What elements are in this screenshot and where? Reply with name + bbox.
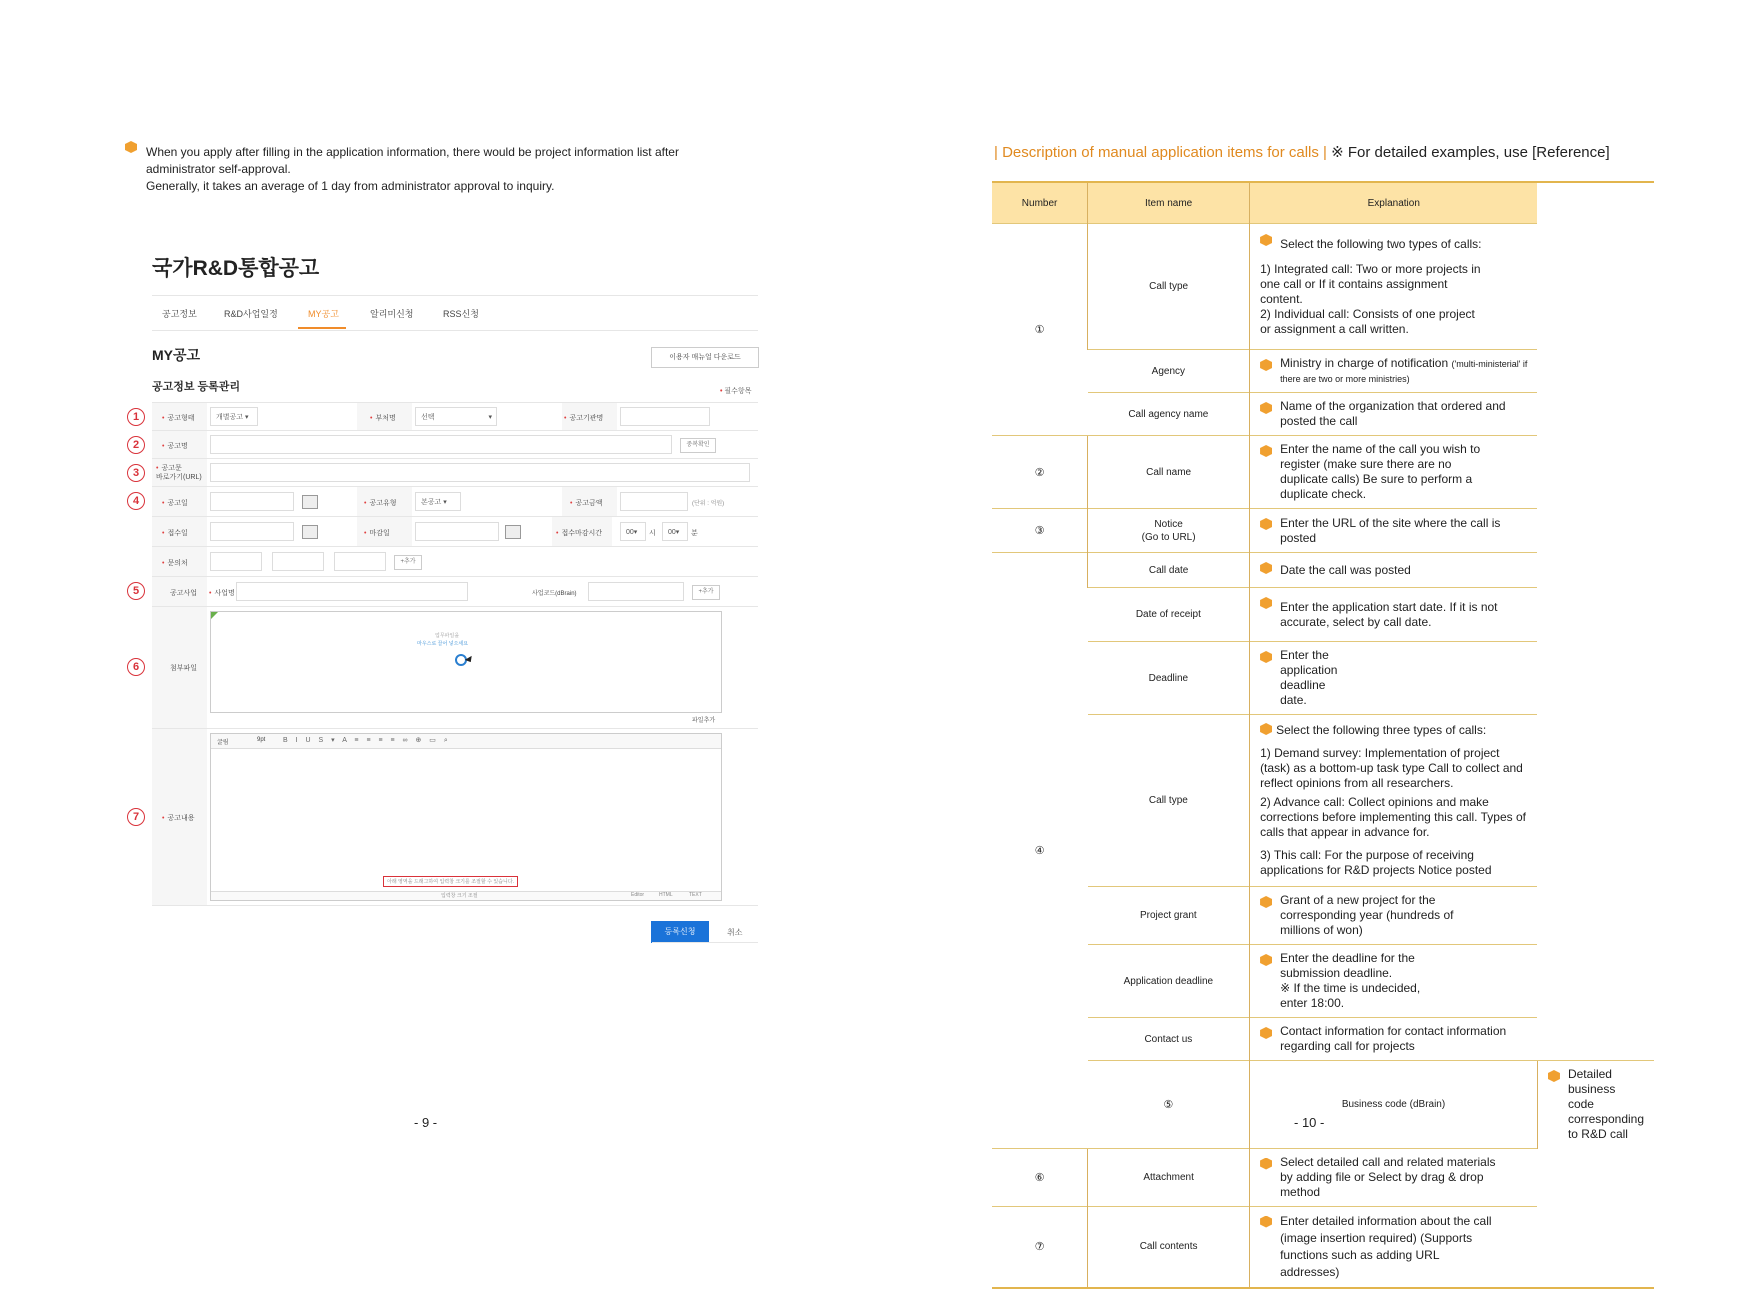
manual-download-button[interactable]: 이용자 매뉴얼 다운로드 [651,347,759,368]
url-input[interactable] [210,463,750,482]
explanation-line: 2) Individual call: Consists of one project or assignment a call written. [1260,306,1475,336]
tab-my-notice[interactable]: MY공고 [308,309,339,319]
contact-input-1[interactable] [210,552,262,571]
explanation-line: Enter the name of the call you wish to register (make sure there are no duplicate calls) Be sure to perform a duplicate check. [1280,442,1481,501]
table-row [992,436,1654,509]
add-contact-button[interactable]: +추가 [394,555,422,570]
call-date-label-text: 공고일 [167,500,188,507]
row-item: Call date [1088,553,1250,588]
editor-hint: 아래 영역을 드래그하여 입력창 크기를 조절할 수 있습니다. [383,876,518,887]
format-buttons-icon[interactable]: B I U S ▾ A ≡ ≡ ≡ ≡ ∞ ⊕ ▭ ⌕ [283,737,451,744]
deadline-time-label-text: 접수마감시간 [561,530,603,537]
row-item: Call agency name [1088,393,1250,436]
call-date-input[interactable] [210,492,294,511]
row-explanation [1250,887,1538,945]
url-label: • 공고문 바로가기(URL) [156,465,202,481]
row-item: Notice (Go to URL) [1088,509,1250,553]
explanation-line: Select the following three types of calls: [1276,723,1487,737]
minute-unit: 분 [691,530,698,537]
amount-label-text: 공고금액 [575,500,603,507]
table-row [992,1061,1654,1149]
form-title: 공고정보 등록관리 [152,381,241,393]
table-title-orange: | Description of manual application items for calls | [994,144,1327,161]
bullet-hex-icon [1548,1070,1560,1082]
cancel-link[interactable]: 취소 [727,928,743,937]
explanation-line: Enter the application deadline date. [1280,648,1338,707]
agency-label-text: 공고기관명 [569,415,604,422]
ministry-label: • 부처명 [370,415,396,422]
explanation-line: Select the following two types of calls: [1280,236,1482,251]
section-title: MY공고 [152,347,201,363]
row-item: Deadline [1088,642,1250,715]
tab-rnd-schedule[interactable]: R&D사업일정 [224,309,278,319]
editor-toolbar [211,734,721,749]
deadline-date-input[interactable] [415,522,499,541]
url-label-line-1: 공고문 [161,465,182,472]
row-item: Call name [1088,436,1250,509]
header-number: Number [992,182,1088,224]
business-name-label: • 사업명 [209,590,235,597]
explanation-small: ('multi-ministerial' if there are two or more ministries) [1280,359,1528,384]
row-item: Business code (dBrain) [1250,1061,1538,1149]
business-name-label-text: 사업명 [214,590,235,597]
page-number-left: - 9 - [414,1115,438,1130]
bullet-hex-icon [1260,597,1272,609]
business-name-input[interactable] [236,582,468,601]
row-number: ① [992,224,1088,436]
intro-text [146,144,746,195]
bullet-hex-icon [1260,651,1272,663]
row-explanation [1250,715,1538,887]
explanation-line: Enter the URL of the site where the call is posted [1280,515,1501,545]
table-row [992,1206,1654,1288]
chevron-down-icon: ▾ [488,414,492,421]
minute-value: 00 [668,529,676,536]
calendar-icon[interactable] [302,495,318,509]
rich-text-editor[interactable] [210,733,722,901]
tab-rss-apply[interactable]: RSS신청 [443,309,479,319]
explanation-line: Grant of a new project for the corresponding year (hundreds of millions of won) [1280,893,1454,937]
table-title [994,143,1610,161]
marker-4: 4 [127,492,145,510]
bullet-hex-icon [125,141,137,153]
intro-line-3: Generally, it takes an average of 1 day from administrator approval to inquiry. [146,179,555,193]
explanation-line: Select detailed call and related materials by adding file or Select by drag & drop method [1280,1154,1496,1199]
amount-unit: (단위 : 억원) [692,501,725,507]
call-date-label: • 공고일 [162,500,188,507]
explanation-line: Enter detailed information about the call (image insertion required) (Supports functions such as adding URL addresses) [1280,1213,1492,1279]
form-row-receipt [152,516,758,547]
call-kind-label: • 공고유형 [364,500,397,507]
row-item: Call type [1088,224,1250,350]
row-item: Attachment [1088,1148,1250,1206]
row-number: ⑤ [1088,1061,1250,1149]
table-title-note: ※ For detailed examples, use [Reference] [1326,144,1610,161]
form-row-call-type [152,402,758,431]
content-label: • 공고내용 [162,815,195,822]
business-code-label: 사업코드(dBrain) [532,591,577,597]
business-label: 공고사업 [170,590,198,597]
deadline-label: • 마감일 [364,530,390,537]
ministry-select[interactable] [415,407,497,426]
receipt-label-text: 접수일 [167,530,188,537]
agency-input[interactable] [620,407,710,426]
size-select[interactable]: 9pt [257,737,266,743]
row-explanation [1250,1206,1538,1288]
tab-notice-info[interactable]: 공고정보 [162,309,197,319]
marker-3: 3 [127,464,145,482]
call-name-label: • 공고명 [162,443,188,450]
explanation-line: Detailed business code corresponding to R&D call [1567,1067,1645,1141]
row-item: Date of receipt [1088,588,1250,642]
marker-1: 1 [127,408,145,426]
amount-input[interactable] [620,492,688,511]
required-note: • 필수항목 [720,388,752,395]
row-explanation [1250,509,1538,553]
form-row-call-name [152,430,758,459]
url-label-line-2: 바로가기(URL) [156,474,202,481]
row-item: Application deadline [1088,945,1250,1018]
table-row [992,588,1654,642]
marker-7: 7 [127,808,145,826]
explanation-line: 1) Demand survey: Implementation of project (task) as a bottom-up task type Call to collect and reflect opinions from all researchers. [1260,746,1523,790]
explanation-line: Contact information for contact information regarding call for projects [1280,1024,1507,1053]
form-row-url [152,458,758,487]
row-item: Call contents [1088,1206,1250,1288]
file-drop-zone[interactable] [210,611,722,713]
row-explanation [1250,350,1538,393]
ministry-label-text: 부처명 [375,415,396,422]
drop-text-2: 마우스로 끌어 넣으세요 [417,641,469,647]
drop-text-1: 업무파일을 [435,633,460,639]
table-row [992,715,1654,887]
row-explanation [1250,1148,1538,1206]
active-tab-underline [298,327,346,329]
call-type-label-text: 공고형태 [167,415,195,422]
marker-2: 2 [127,436,145,454]
contact-label-text: 문의처 [167,560,188,567]
table-row [992,1148,1654,1206]
hour-value: 00 [626,529,634,536]
table-row [992,553,1654,588]
row-number: ④ [992,553,1088,1149]
intro-line-2: administrator self-approval. [146,162,291,176]
row-explanation [1250,393,1538,436]
contact-input-3[interactable] [334,552,386,571]
table-header-row [992,182,1654,224]
receipt-date-input[interactable] [210,522,294,541]
bullet-hex-icon [1260,1158,1272,1170]
row-number: ⑥ [992,1148,1088,1206]
explanation-line: Ministry in charge of notification [1280,356,1449,370]
call-type-select[interactable]: 개별공고 ▾ [210,407,258,426]
tab-alert-apply[interactable]: 알리미신청 [370,309,414,319]
table-row [992,509,1654,553]
calendar-icon[interactable] [302,525,318,539]
row-item: Contact us [1088,1018,1250,1061]
bullet-hex-icon [1260,1216,1272,1228]
row-item: Project grant [1088,887,1250,945]
agency-label: • 공고기관명 [564,415,604,422]
explanation-line: Date the call was posted [1280,562,1411,577]
bullet-hex-icon [1260,896,1272,908]
corner-marker-icon [211,612,218,619]
table-row [992,350,1654,393]
bullet-hex-icon [1260,359,1272,371]
row-explanation [1250,1018,1538,1061]
form-row-contact [152,546,758,577]
row-number: ⑦ [992,1206,1088,1288]
bullet-hex-icon [1260,562,1272,574]
receipt-label: • 접수일 [162,530,188,537]
row-explanation [1250,642,1538,715]
required-note-text: 필수항목 [724,388,752,395]
row-explanation [1250,224,1538,350]
divider [652,942,758,943]
form-row-attachment [152,606,758,729]
contact-label: • 문의처 [162,560,188,567]
table-row [992,393,1654,436]
row-explanation [1250,945,1538,1018]
bullet-hex-icon [1260,402,1272,414]
call-kind-value: 본공고 [421,499,442,506]
bullet-hex-icon [1260,1027,1272,1039]
call-type-label: • 공고형태 [162,415,195,422]
table-row [992,945,1654,1018]
header-explanation: Explanation [1250,182,1538,224]
explanation-line: 1) Integrated call: Two or more projects in one call or If it contains assignment content. [1260,261,1481,306]
form-row-business [152,576,758,607]
row-explanation [1537,1061,1654,1149]
attachment-label: 첨부파일 [170,665,198,672]
table-row [992,224,1654,350]
call-name-label-text: 공고명 [167,443,188,450]
minute-select[interactable]: 00▾ [662,522,688,541]
row-number: ② [992,436,1088,509]
table-row [992,1018,1654,1061]
explanation-line: 3) This call: For the purpose of receiving applications for R&D projects Notice posted [1260,848,1492,877]
explanation-line: Enter the application start date. If it is not accurate, select by call date. [1280,599,1498,629]
editor-footer [211,891,721,900]
call-type-value: 개별공고 [216,414,244,421]
mode-tab-text[interactable]: TEXT [689,892,702,898]
row-explanation [1250,553,1538,588]
call-name-input[interactable] [210,435,672,454]
amount-label: • 공고금액 [570,500,603,507]
form-row-content [152,728,758,906]
row-explanation [1250,588,1538,642]
explanation-line: Enter the deadline for the submission deadline. [1280,951,1415,980]
screenshot-title: 국가R&D통합공고 [152,257,320,280]
page-number-right: - 10 - [1294,1115,1325,1130]
marker-6: 6 [127,658,145,676]
contact-input-2[interactable] [272,552,324,571]
deadline-time-label: • 접수마감시간 [556,530,603,537]
header-item-name: Item name [1088,182,1250,224]
call-kind-select[interactable]: 본공고 ▾ [415,492,461,511]
deadline-label-text: 마감일 [369,530,390,537]
call-kind-label-text: 공고유형 [369,500,397,507]
business-code-input[interactable] [588,582,684,601]
explanation-line: 2) Advance call: Collect opinions and make corrections before implementing this call. Types of calls that appear in advance for. [1260,795,1526,839]
marker-5: 5 [127,582,145,600]
row-item: Agency [1088,350,1250,393]
intro-line-1: When you apply after filling in the application information, there would be project information list after [146,145,679,159]
mode-tab-html[interactable]: HTML [659,892,673,898]
hour-select[interactable]: 00▾ [620,522,646,541]
add-file-button[interactable]: 파일추가 [692,718,716,724]
explanation-line: Name of the organization that ordered and posted the call [1280,399,1506,428]
form-row-call-date [152,486,758,517]
duplicate-check-button[interactable]: 중복확인 [680,438,716,453]
table-row [992,887,1654,945]
submit-application-button[interactable]: 등록신청 [651,921,709,943]
resize-hint[interactable]: 입력창 크기 조절 [441,893,478,899]
ministry-value: 선택 [421,414,435,421]
calendar-icon[interactable] [505,525,521,539]
bullet-hex-icon [1260,954,1272,966]
hour-unit: 시 [649,530,656,537]
row-number: ③ [992,509,1088,553]
content-label-text: 공고내용 [167,815,195,822]
bullet-hex-icon [1260,445,1272,457]
mode-tab-editor[interactable]: Editor [631,892,645,898]
row-explanation [1250,436,1538,509]
row-item: Call type [1088,715,1250,887]
explanation-line: ※ If the time is undecided, enter 18:00. [1280,981,1421,1010]
add-business-button[interactable]: +추가 [692,585,720,600]
table-row [992,642,1654,715]
tab-bar [152,295,758,331]
bullet-hex-icon [1260,518,1272,530]
font-select[interactable]: 굴림 [217,740,229,746]
